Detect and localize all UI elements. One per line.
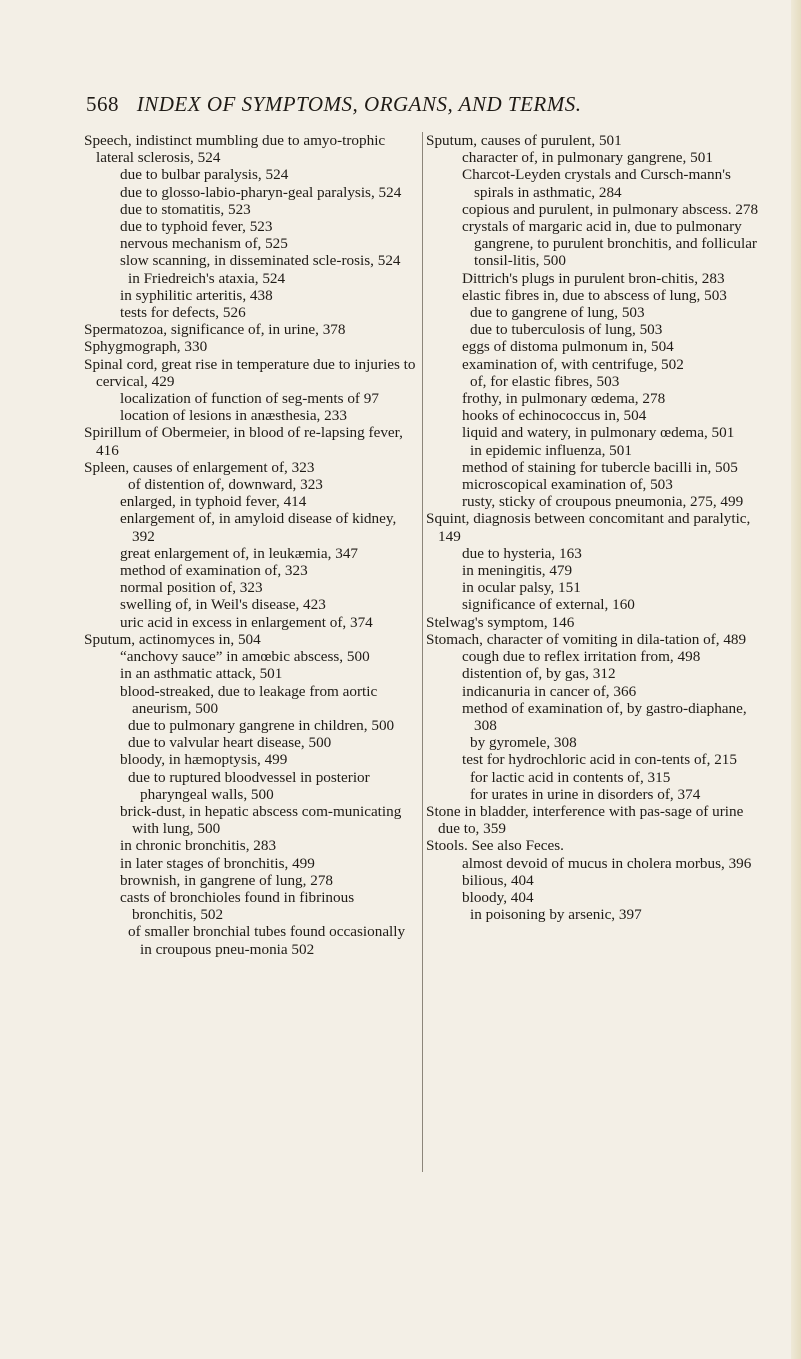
index-entry: enlarged, in typhoid fever, 414 [120, 493, 307, 511]
index-entry: due to pulmonary gangrene in children, 500 [128, 716, 395, 734]
index-entry: frothy, in pulmonary œdema, 278 [462, 390, 666, 408]
index-entry: of smaller bronchial tubes found occasionally in croupous pneu-monia 502 [128, 923, 406, 958]
left-column [84, 132, 419, 958]
index-entry: of distention of, downward, 323 [128, 476, 323, 494]
index-entry: Sputum, causes of purulent, 501 [426, 132, 622, 149]
index-entry: due to glosso-labio-pharyn-geal paralysis, 524 [120, 183, 402, 201]
index-entry: due to typhoid fever, 523 [120, 218, 273, 236]
index-entry: for lactic acid in contents of, 315 [470, 768, 671, 786]
index-entry: due to gangrene of lung, 503 [470, 304, 645, 322]
index-entry: Spermatozoa, significance of, in urine, 378 [84, 321, 346, 339]
index-entry: due to ruptured bloodvessel in posterior pharyngeal walls, 500 [128, 768, 370, 803]
index-entry: great enlargement of, in leukæmia, 347 [120, 544, 359, 562]
index-entry: Sphygmograph, 330 [84, 338, 208, 356]
index-entry: method of staining for tubercle bacilli in, 505 [462, 458, 738, 476]
index-entry: Sputum, actinomyces in, 504 [84, 630, 261, 648]
index-entry: Squint, diagnosis between concomitant and paralytic, 149 [426, 510, 751, 545]
index-entry: Charcot-Leyden crystals and Cursch-mann's spirals in asthmatic, 284 [462, 166, 731, 201]
index-entry: uric acid in excess in enlargement of, 374 [120, 613, 373, 631]
index-entry: location of lesions in anæsthesia, 233 [120, 407, 347, 425]
index-entry: “anchovy sauce” in amœbic abscess, 500 [120, 648, 370, 666]
index-entry: tests for defects, 526 [120, 304, 246, 322]
index-entry: bloody, in hæmoptysis, 499 [120, 751, 288, 769]
index-entry: hooks of echinococcus in, 504 [462, 407, 647, 425]
column-divider [422, 132, 423, 1172]
index-entry: character of, in pulmonary gangrene, 501 [462, 149, 713, 167]
index-entry: in epidemic influenza, 501 [470, 441, 632, 459]
index-entry: in Friedreich's ataxia, 524 [128, 269, 286, 287]
index-entry: distention of, by gas, 312 [462, 665, 616, 683]
index-entry: due to bulbar paralysis, 524 [120, 166, 289, 184]
index-entry: test for hydrochloric acid in con-tents of, 215 [462, 751, 737, 769]
index-entry: cough due to reflex irritation from, 498 [462, 648, 701, 666]
index-entry: almost devoid of mucus in cholera morbus, 396 [462, 854, 752, 872]
index-entry: in syphilitic arteritis, 438 [120, 286, 273, 304]
page-edge [791, 0, 801, 1359]
index-entry: in later stages of bronchitis, 499 [120, 854, 315, 872]
index-entry: due to hysteria, 163 [462, 544, 582, 562]
index-entry: significance of external, 160 [462, 596, 635, 614]
index-entry: swelling of, in Weil's disease, 423 [120, 596, 326, 614]
index-entry: microscopical examination of, 503 [462, 476, 673, 494]
index-entry: casts of bronchioles found in fibrinous bronchitis, 502 [120, 888, 355, 924]
index-entry: elastic fibres in, due to abscess of lung, 503 [462, 286, 727, 304]
index-entry: due to tuberculosis of lung, 503 [470, 321, 663, 339]
index-entry: Stelwag's symptom, 146 [426, 613, 575, 631]
index-entry: method of examination of, 323 [120, 562, 308, 580]
index-entry: eggs of distoma pulmonum in, 504 [462, 338, 674, 356]
index-entry: examination of, with centrifuge, 502 [462, 355, 684, 373]
index-entry: normal position of, 323 [120, 579, 263, 597]
index-entry: liquid and watery, in pulmonary œdema, 501 [462, 424, 735, 442]
right-column [426, 132, 760, 923]
index-entry: due to stomatitis, 523 [120, 200, 251, 218]
index-entry: Stools. See also Feces. [426, 837, 564, 855]
index-entry: in an asthmatic attack, 501 [120, 665, 283, 683]
index-entry: in poisoning by arsenic, 397 [470, 906, 642, 924]
index-entry: in chronic bronchitis, 283 [120, 837, 277, 855]
page-number: 568 [86, 92, 119, 116]
index-entry: Stone in bladder, interference with pas-sage of urine due to, 359 [426, 802, 744, 838]
index-entry: brick-dust, in hepatic abscess com-municating with lung, 500 [120, 802, 402, 838]
index-entry: in meningitis, 479 [462, 562, 573, 580]
index-entry: for urates in urine in disorders of, 374 [470, 785, 701, 803]
index-entry: by gyromele, 308 [470, 734, 577, 752]
index-entry: nervous mechanism of, 525 [120, 235, 288, 253]
index-entry: in ocular palsy, 151 [462, 579, 581, 597]
index-entry: rusty, sticky of croupous pneumonia, 275, 499 [462, 493, 744, 511]
index-entry: crystals of margaric acid in, due to pulmonary gangrene, to purulent bronchitis, and follicular tonsil-litis, 500 [462, 218, 757, 270]
page-header [86, 92, 761, 117]
index-entry: bilious, 404 [462, 871, 534, 889]
index-entry: Stomach, character of vomiting in dila-tation of, 489 [426, 630, 747, 648]
index-entry: bloody, 404 [462, 888, 534, 906]
index-entry: Speech, indistinct mumbling due to amyo-trophic lateral sclerosis, 524 [84, 132, 386, 167]
index-entry: brownish, in gangrene of lung, 278 [120, 871, 334, 889]
index-entry: indicanuria in cancer of, 366 [462, 682, 637, 700]
index-entry: of, for elastic fibres, 503 [470, 372, 620, 390]
index-entry: due to valvular heart disease, 500 [128, 734, 332, 752]
index-entry: method of examination of, by gastro-diaphane, 308 [462, 699, 747, 734]
index-entry: enlargement of, in amyloid disease of kidney, 392 [120, 510, 397, 545]
index-entry: localization of function of seg-ments of 97 [120, 390, 379, 408]
index-entry: copious and purulent, in pulmonary abscess. 278 [462, 200, 759, 218]
index-entry: Spirillum of Obermeier, in blood of re-lapsing fever, 416 [84, 424, 403, 459]
index-entry: Dittrich's plugs in purulent bron-chitis, 283 [462, 269, 725, 287]
index-entry: blood-streaked, due to leakage from aortic aneurism, 500 [120, 682, 378, 717]
index-entry: slow scanning, in disseminated scle-rosis, 524 [120, 252, 401, 270]
index-entry: Spinal cord, great rise in temperature due to injuries to cervical, 429 [84, 355, 416, 390]
index-entry: Spleen, causes of enlargement of, 323 [84, 458, 315, 476]
running-title: INDEX OF SYMPTOMS, ORGANS, AND TERMS. [136, 92, 582, 116]
